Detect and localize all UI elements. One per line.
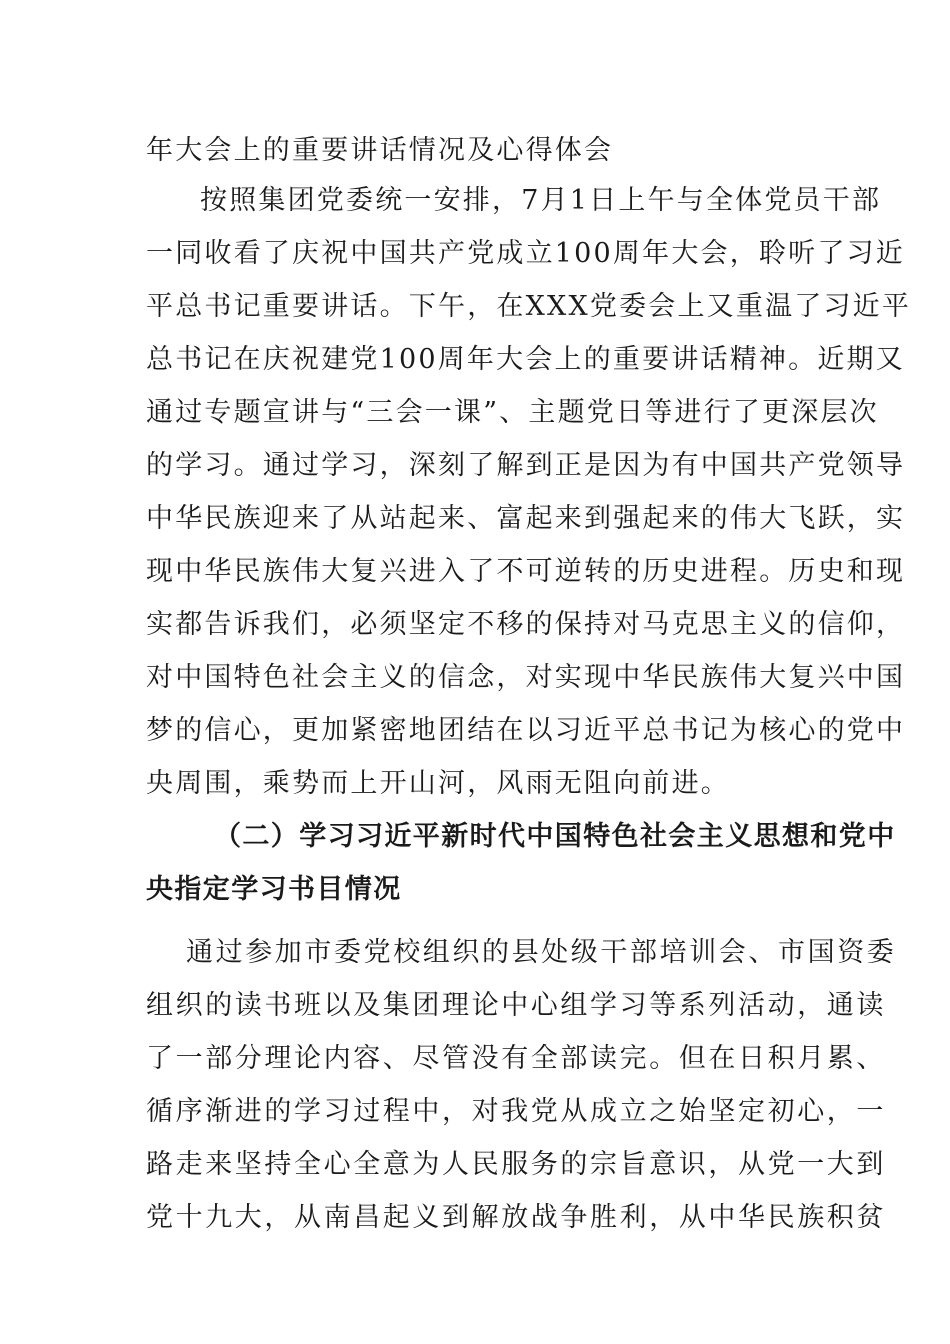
section-heading: 央指定学习书目情况	[146, 874, 402, 905]
paragraph-line: 按照集团党委统一安排，7月1日上午与全体党员干部	[200, 185, 882, 216]
paragraph-line: 通过专题宣讲与“三会一课”、主题党日等进行了更深层次	[146, 397, 879, 428]
paragraph-line: 通过参加市委党校组织的县处级干部培训会、市国资委	[186, 937, 897, 968]
paragraph-line: 梦的信心，更加紧密地团结在以习近平总书记为核心的党中	[146, 715, 906, 746]
paragraph-line: 了一部分理论内容、尽管没有全部读完。但在日积月累、	[146, 1043, 886, 1074]
paragraph-line: 对中国特色社会主义的信念，对实现中华民族伟大复兴中国	[146, 662, 906, 693]
paragraph-line: 中华民族迎来了从站起来、富起来到强起来的伟大飞跃，实	[146, 503, 906, 534]
paragraph-line: 党十九大，从南昌起义到解放战争胜利，从中华民族积贫	[146, 1202, 886, 1233]
paragraph-line: 年大会上的重要讲话情况及心得体会	[146, 135, 614, 166]
paragraph-line: 路走来坚持全心全意为人民服务的宗旨意识，从党一大到	[146, 1149, 886, 1180]
section-heading: （二）学习习近平新时代中国特色社会主义思想和党中	[214, 821, 896, 852]
paragraph-line: 实都告诉我们，必须坚定不移的保持对马克思主义的信仰，	[146, 609, 906, 640]
paragraph-line: 现中华民族伟大复兴进入了不可逆转的历史进程。历史和现	[146, 556, 906, 587]
paragraph-line: 央周围，乘势而上开山河，风雨无阻向前进。	[146, 768, 730, 799]
paragraph-line: 循序渐进的学习过程中，对我党从成立之始坚定初心，一	[146, 1096, 886, 1127]
paragraph-line: 总书记在庆祝建党100周年大会上的重要讲话精神。近期又	[146, 344, 905, 375]
paragraph-line: 一同收看了庆祝中国共产党成立100周年大会，聆听了习近	[146, 238, 905, 269]
paragraph-line: 平总书记重要讲话。下午，在XXX党委会上又重温了习近平	[146, 291, 912, 322]
paragraph-line: 的学习。通过学习，深刻了解到正是因为有中国共产党领导	[146, 450, 906, 481]
paragraph-line: 组织的读书班以及集团理论中心组学习等系列活动，通读	[146, 990, 886, 1021]
